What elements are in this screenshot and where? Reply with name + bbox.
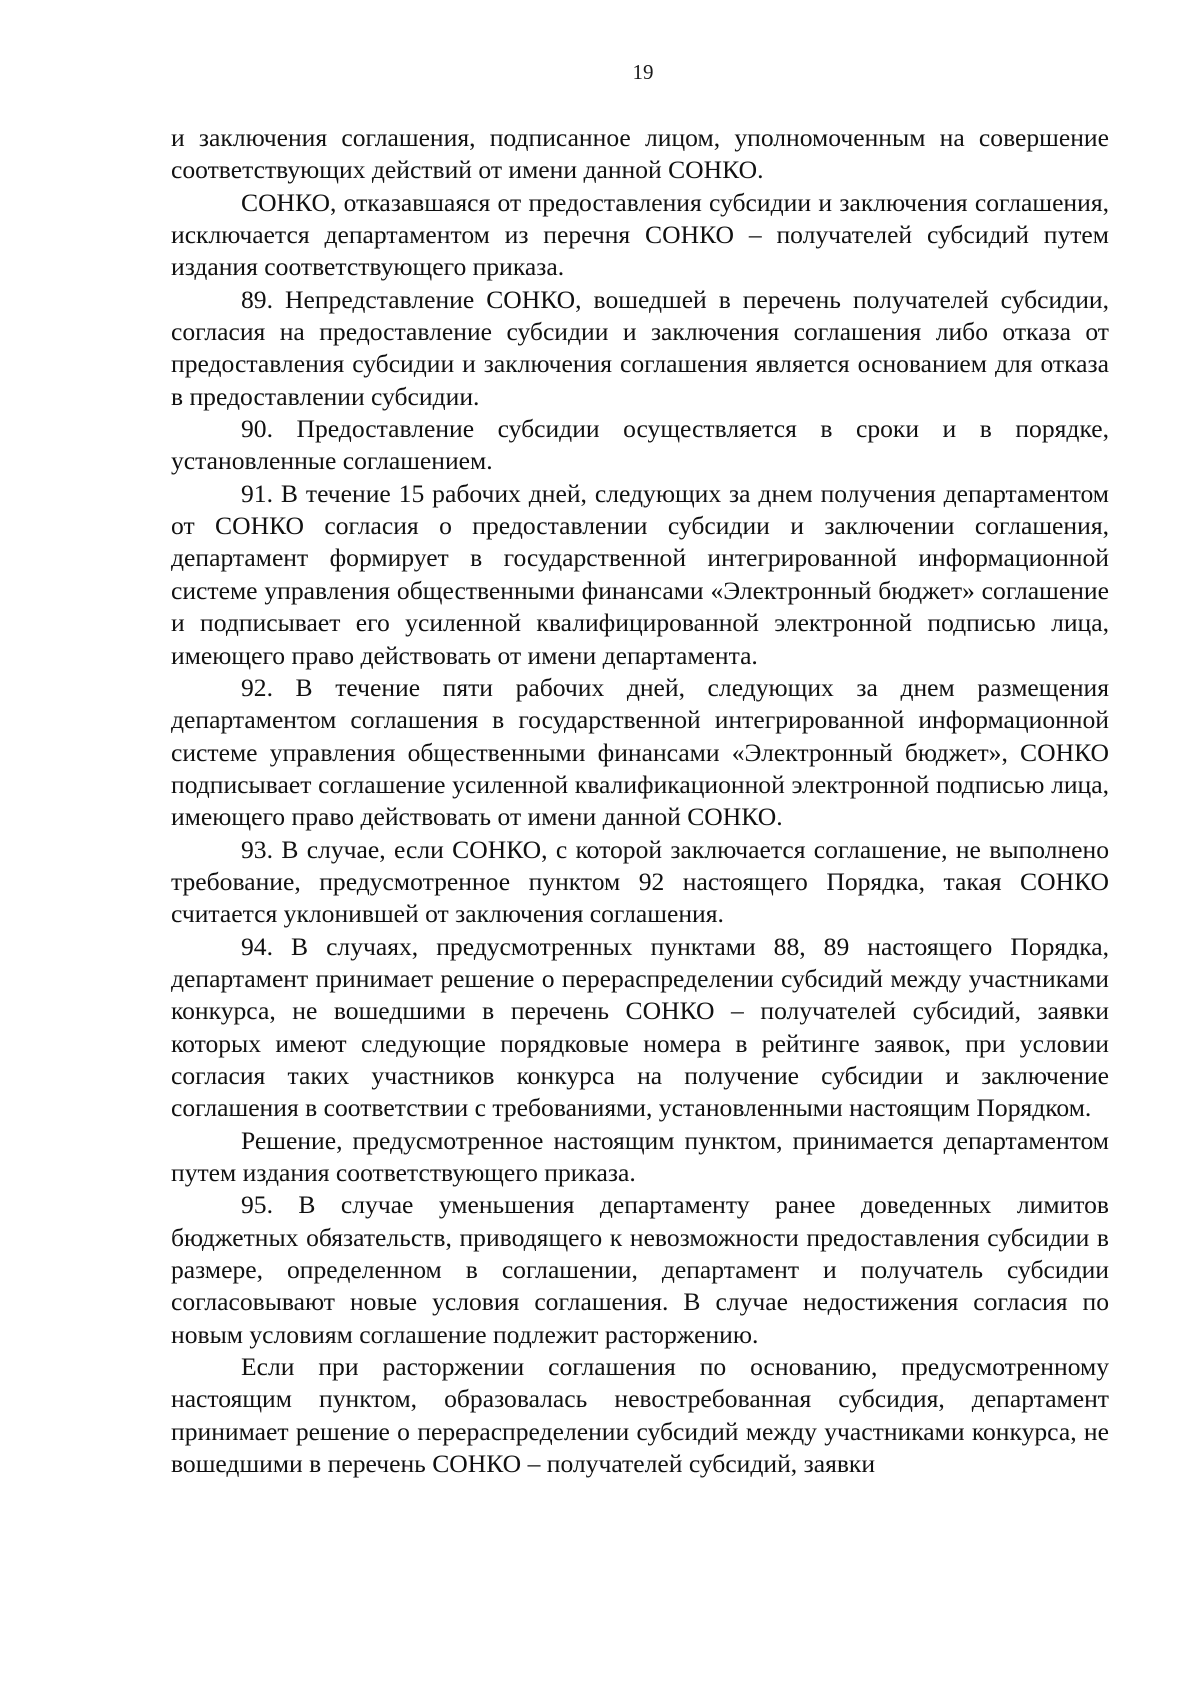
paragraph-termination: Если при расторжении соглашения по основанию, предусмотренному настоящим пунктом, образовалась невостребованная субсидия, департамент принимает решение о перераспределении субсидий между участниками конкурса, не вошедшими в перечень СОНКО – получателей субсидий, заявки (171, 1352, 1109, 1479)
paragraph-item-91: 91. В течение 15 рабочих дней, следующих за днем получения департаментом от СОНКО согласия о предоставлении субсидии и заключении соглашения, департамент формирует в государственной интегрированной информационной системе управления общественными финансами «Электронный бюджет» соглашение и подписывает его усиленной квалифицированной электронной подписью лица, имеющего право действовать от имени департамента. (171, 478, 1109, 670)
document-body (171, 122, 1109, 1480)
paragraph-item-90: 90. Предоставление субсидии осуществляется в сроки и в порядке, установленные соглашением. (171, 414, 1109, 476)
page-number: 19 (632, 60, 654, 84)
paragraph-item-95: 95. В случае уменьшения департаменту ранее доведенных лимитов бюджетных обязательств, приводящего к невозможности предоставления субсидии в размере, определенном в соглашении, департамент и получатель субсидии согласовывают новые условия соглашения. В случае недостижения согласия по новым условиям соглашение подлежит расторжению. (171, 1190, 1109, 1349)
paragraph-item-92: 92. В течение пяти рабочих дней, следующих за днем размещения департаментом соглашения в государственной интегрированной информационной системе управления общественными финансами «Электронный бюджет», СОНКО подписывает соглашение усиленной квалификационной электронной подписью лица, имеющего право действовать от имени данной СОНКО. (171, 672, 1109, 832)
paragraph-item-93: 93. В случае, если СОНКО, с которой заключается соглашение, не выполнено требование, предусмотренное пунктом 92 настоящего Порядка, такая СОНКО считается уклонившей от заключения соглашения. (171, 834, 1109, 929)
paragraph-item-94: 94. В случаях, предусмотренных пунктами 88, 89 настоящего Порядка, департамент принимает решение о перераспределении субсидий между участниками конкурса, не вошедшими в перечень СОНКО – получателей субсидий, заявки которых имеют следующие порядковые номера в рейтинге заявок, при условии согласия таких участников конкурса на получение субсидии и заключение соглашения в соответствии с требованиями, установленными настоящим Порядком. (171, 931, 1109, 1123)
paragraph-refusal: СОНКО, отказавшаяся от предоставления субсидии и заключения соглашения, исключается департаментом из перечня СОНКО – получателей субсидий путем издания соответствующего приказа. (171, 187, 1109, 282)
paragraph-continuation: и заключения соглашения, подписанное лицом, уполномоченным на совершение соответствующих действий от имени данной СОНКО. (171, 123, 1109, 185)
paragraph-item-89: 89. Непредставление СОНКО, вошедшей в перечень получателей субсидии, согласия на предоставление субсидии и заключения соглашения либо отказа от предоставления субсидии и заключения соглашения является основанием для отказа в предоставлении субсидии. (171, 284, 1109, 411)
paragraph-decision: Решение, предусмотренное настоящим пунктом, принимается департаментом путем издания соответствующего приказа. (171, 1125, 1109, 1187)
